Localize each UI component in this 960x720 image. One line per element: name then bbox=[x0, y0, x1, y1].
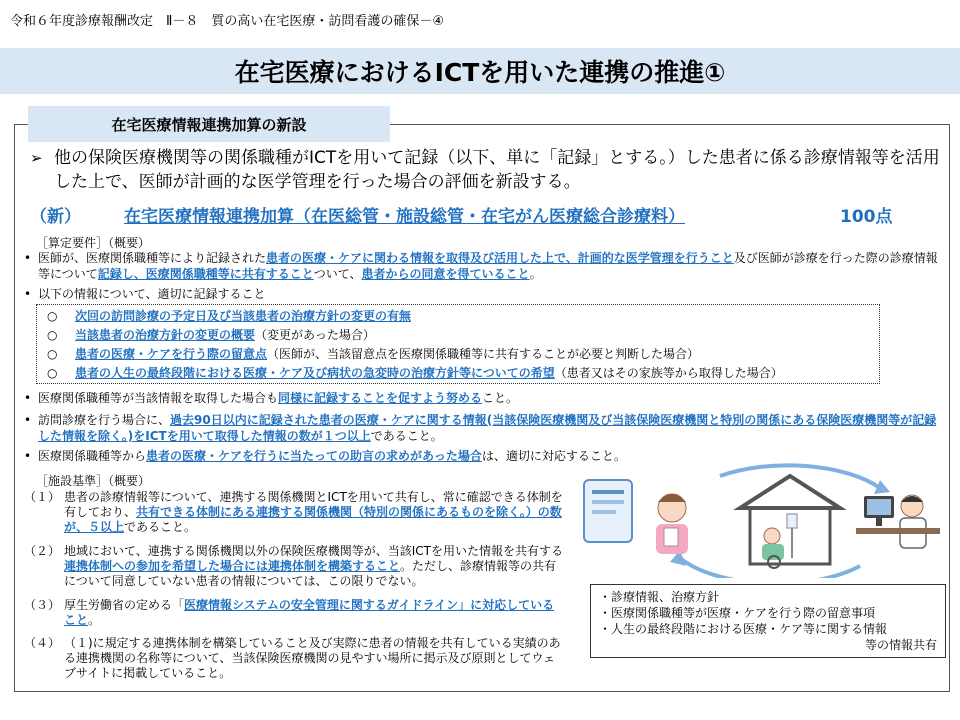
req1-text-c: ついて、 bbox=[313, 267, 362, 281]
item-name: 在宅医療情報連携加算（在医総管・施設総管・在宅がん医療総合診療料） bbox=[124, 207, 685, 227]
req5-text-b: は、適切に対応すること。 bbox=[481, 449, 626, 463]
nurse-icon bbox=[656, 494, 688, 554]
fac1-text-a: 患者の診療情報等について、連携する関係機関とICTを用いて共有し、常に確認できる体制を有しており、 bbox=[64, 490, 563, 519]
record-item-4-note: （患者又はその家族等から取得した場合） bbox=[554, 366, 783, 380]
fac2-highlight: 連携体制への参加を希望した場合には連携体制を構築すること bbox=[64, 559, 401, 573]
record-item-3-note: （医師が、当該留意点を医療関係職種等に共有することが必要と判断した場合） bbox=[267, 347, 700, 361]
caption-line-2: ・医療関係職種等が医療・ケアを行う際の留意事項 bbox=[599, 606, 876, 620]
record-item-1 bbox=[47, 308, 411, 324]
ict-sharing-illustration bbox=[580, 458, 940, 578]
caption-line-3: ・人生の最終段階における医療・ケア等に関する情報 bbox=[599, 622, 888, 636]
bullet-icon: • bbox=[24, 449, 32, 463]
facility-item-2 bbox=[24, 544, 564, 589]
facility-num-2: （２） bbox=[24, 544, 61, 558]
record-item-2 bbox=[47, 327, 375, 343]
lead-paragraph bbox=[30, 146, 944, 194]
record-item-3-text: 患者の医療・ケアを行う際の留意点 bbox=[75, 347, 268, 361]
req1-text-a: 医師が、医療関係職種等により記録された bbox=[38, 251, 267, 265]
arrow-bottom bbox=[680, 558, 860, 578]
req5-highlight: 患者の医療・ケアを行うに当たっての助言の求めがあった場合 bbox=[146, 449, 482, 463]
req1-highlight-b: 記録し、医療関係職種等に共有すること bbox=[97, 267, 314, 281]
facility-num-3: （３） bbox=[24, 598, 61, 612]
req1-highlight-c: 患者からの同意を得ていること bbox=[361, 267, 530, 281]
req5-text-a: 医療関係職種等から bbox=[38, 449, 147, 463]
facility-item-3 bbox=[24, 598, 564, 628]
req1-text-d: 。 bbox=[529, 267, 542, 281]
title-bar bbox=[0, 48, 960, 94]
req2-text: 以下の情報について、適切に記録すること bbox=[38, 287, 266, 301]
arrow-icon: ➢ bbox=[30, 149, 43, 167]
fac3-text-b: 。 bbox=[88, 613, 101, 627]
bullet-icon: • bbox=[24, 413, 32, 427]
req3-text-a: 医療関係職種等が当該情報を取得した場合も bbox=[38, 391, 279, 405]
page-title: 在宅医療におけるICTを用いた連携の推進① bbox=[234, 58, 726, 87]
caption-line-1: ・診療情報、治療方針 bbox=[599, 590, 720, 604]
bullet-icon: • bbox=[24, 391, 32, 405]
record-item-2-text: 当該患者の治療方針の変更の概要 bbox=[75, 328, 256, 342]
points-label: 100点 bbox=[840, 207, 893, 227]
requirement-bullet-2 bbox=[24, 286, 939, 302]
req4-text-b: であること。 bbox=[370, 429, 443, 443]
requirements-title: ［算定要件］（概要） bbox=[36, 236, 151, 250]
fac3-text-a: 厚生労働省の定める「 bbox=[64, 598, 185, 612]
req1-highlight-a: 患者の医療・ケアに関わる情報を取得及び活用した上で、計画的な医学管理を行うこと bbox=[266, 251, 734, 265]
circle-icon: ○ bbox=[47, 328, 58, 342]
breadcrumb: 令和６年度診療報酬改定 Ⅱ－８ 質の高い在宅医療・訪問看護の確保－④ bbox=[10, 14, 445, 29]
new-label: （新） bbox=[30, 207, 81, 227]
fac1-text-b: であること。 bbox=[124, 520, 197, 534]
bullet-icon: • bbox=[24, 251, 32, 265]
record-item-4-text: 患者の人生の最終段階における医療・ケア及び病状の急変時の治療方針等についての希望 bbox=[75, 366, 555, 380]
facility-num-4: （４） bbox=[24, 636, 61, 650]
record-item-2-note: （変更があった場合） bbox=[255, 328, 375, 342]
caption-line-4: 等の情報共有 bbox=[864, 638, 937, 652]
req4-highlight: 過去90日以内に記録された患者の医療・ケアに関する情報(当該保険医療機関及び当該保険医療機関と特別の関係にある保険医療機関等が記録した情報を除く。)をICTを用いて取得した情報の数が１つ以上 bbox=[38, 413, 937, 443]
facility-title: ［施設基準］（概要） bbox=[36, 474, 151, 488]
facility-item-1 bbox=[24, 490, 564, 535]
bullet-icon: • bbox=[24, 287, 32, 301]
home-icon bbox=[740, 476, 840, 568]
record-item-1-text: 次回の訪問診療の予定日及び当該患者の治療方針の変更の有無 bbox=[75, 309, 412, 323]
req3-highlight: 同様に記録することを促すよう努める bbox=[278, 391, 483, 405]
record-item-3 bbox=[47, 346, 699, 362]
lead-text: 他の保険医療機関等の関係職種がICTを用いて記録（以下、単に「記録」とする。）した患者に係る診療情報等を活用した上で、医師が計画的な医学管理を行った場合の評価を新設する。 bbox=[54, 148, 940, 192]
circle-icon: ○ bbox=[47, 347, 58, 361]
req1-text-b: 及び医師が診療を行った際の診療情報等について bbox=[38, 251, 938, 281]
circle-icon: ○ bbox=[47, 309, 58, 323]
requirement-bullet-4 bbox=[24, 412, 939, 444]
fac2-text-b: 。ただし、診療情報等の共有について同意していない患者の情報については、この限りでない。 bbox=[64, 559, 557, 588]
requirement-bullet-3 bbox=[24, 390, 939, 406]
fac3-highlight: 医療情報システムの安全管理に関するガイドライン」に対応していること bbox=[64, 598, 555, 627]
fac2-text-a: 地域において、連携する関係機関以外の保険医療機関等が、当該ICTを用いた情報を共有する bbox=[64, 544, 564, 558]
record-item-4 bbox=[47, 365, 783, 381]
doctor-icon bbox=[856, 495, 940, 548]
facility-num-1: （１） bbox=[24, 490, 61, 504]
facility-item-4 bbox=[24, 636, 564, 681]
req4-text-a: 訪問診療を行う場合に、 bbox=[38, 413, 171, 427]
circle-icon: ○ bbox=[47, 366, 58, 380]
section-tab: 在宅医療情報連携加算の新設 bbox=[28, 106, 390, 142]
record-items-box bbox=[36, 304, 880, 384]
req3-text-b: こと。 bbox=[482, 391, 519, 405]
sharing-caption-box bbox=[590, 584, 946, 658]
fac4-text: （１)に規定する連携体制を構築していること及び実際に患者の情報を共有している実績のある連携機関の名称等について、当該保険医療機関の見やすい場所に掲示及び原則としてウェブサイトに掲載していること。 bbox=[64, 636, 561, 680]
requirement-bullet-1 bbox=[24, 250, 939, 282]
fac1-highlight: 共有できる体制にある連携する関係機関（特別の関係にあるものを除く。）の数が、５以上 bbox=[64, 505, 562, 534]
